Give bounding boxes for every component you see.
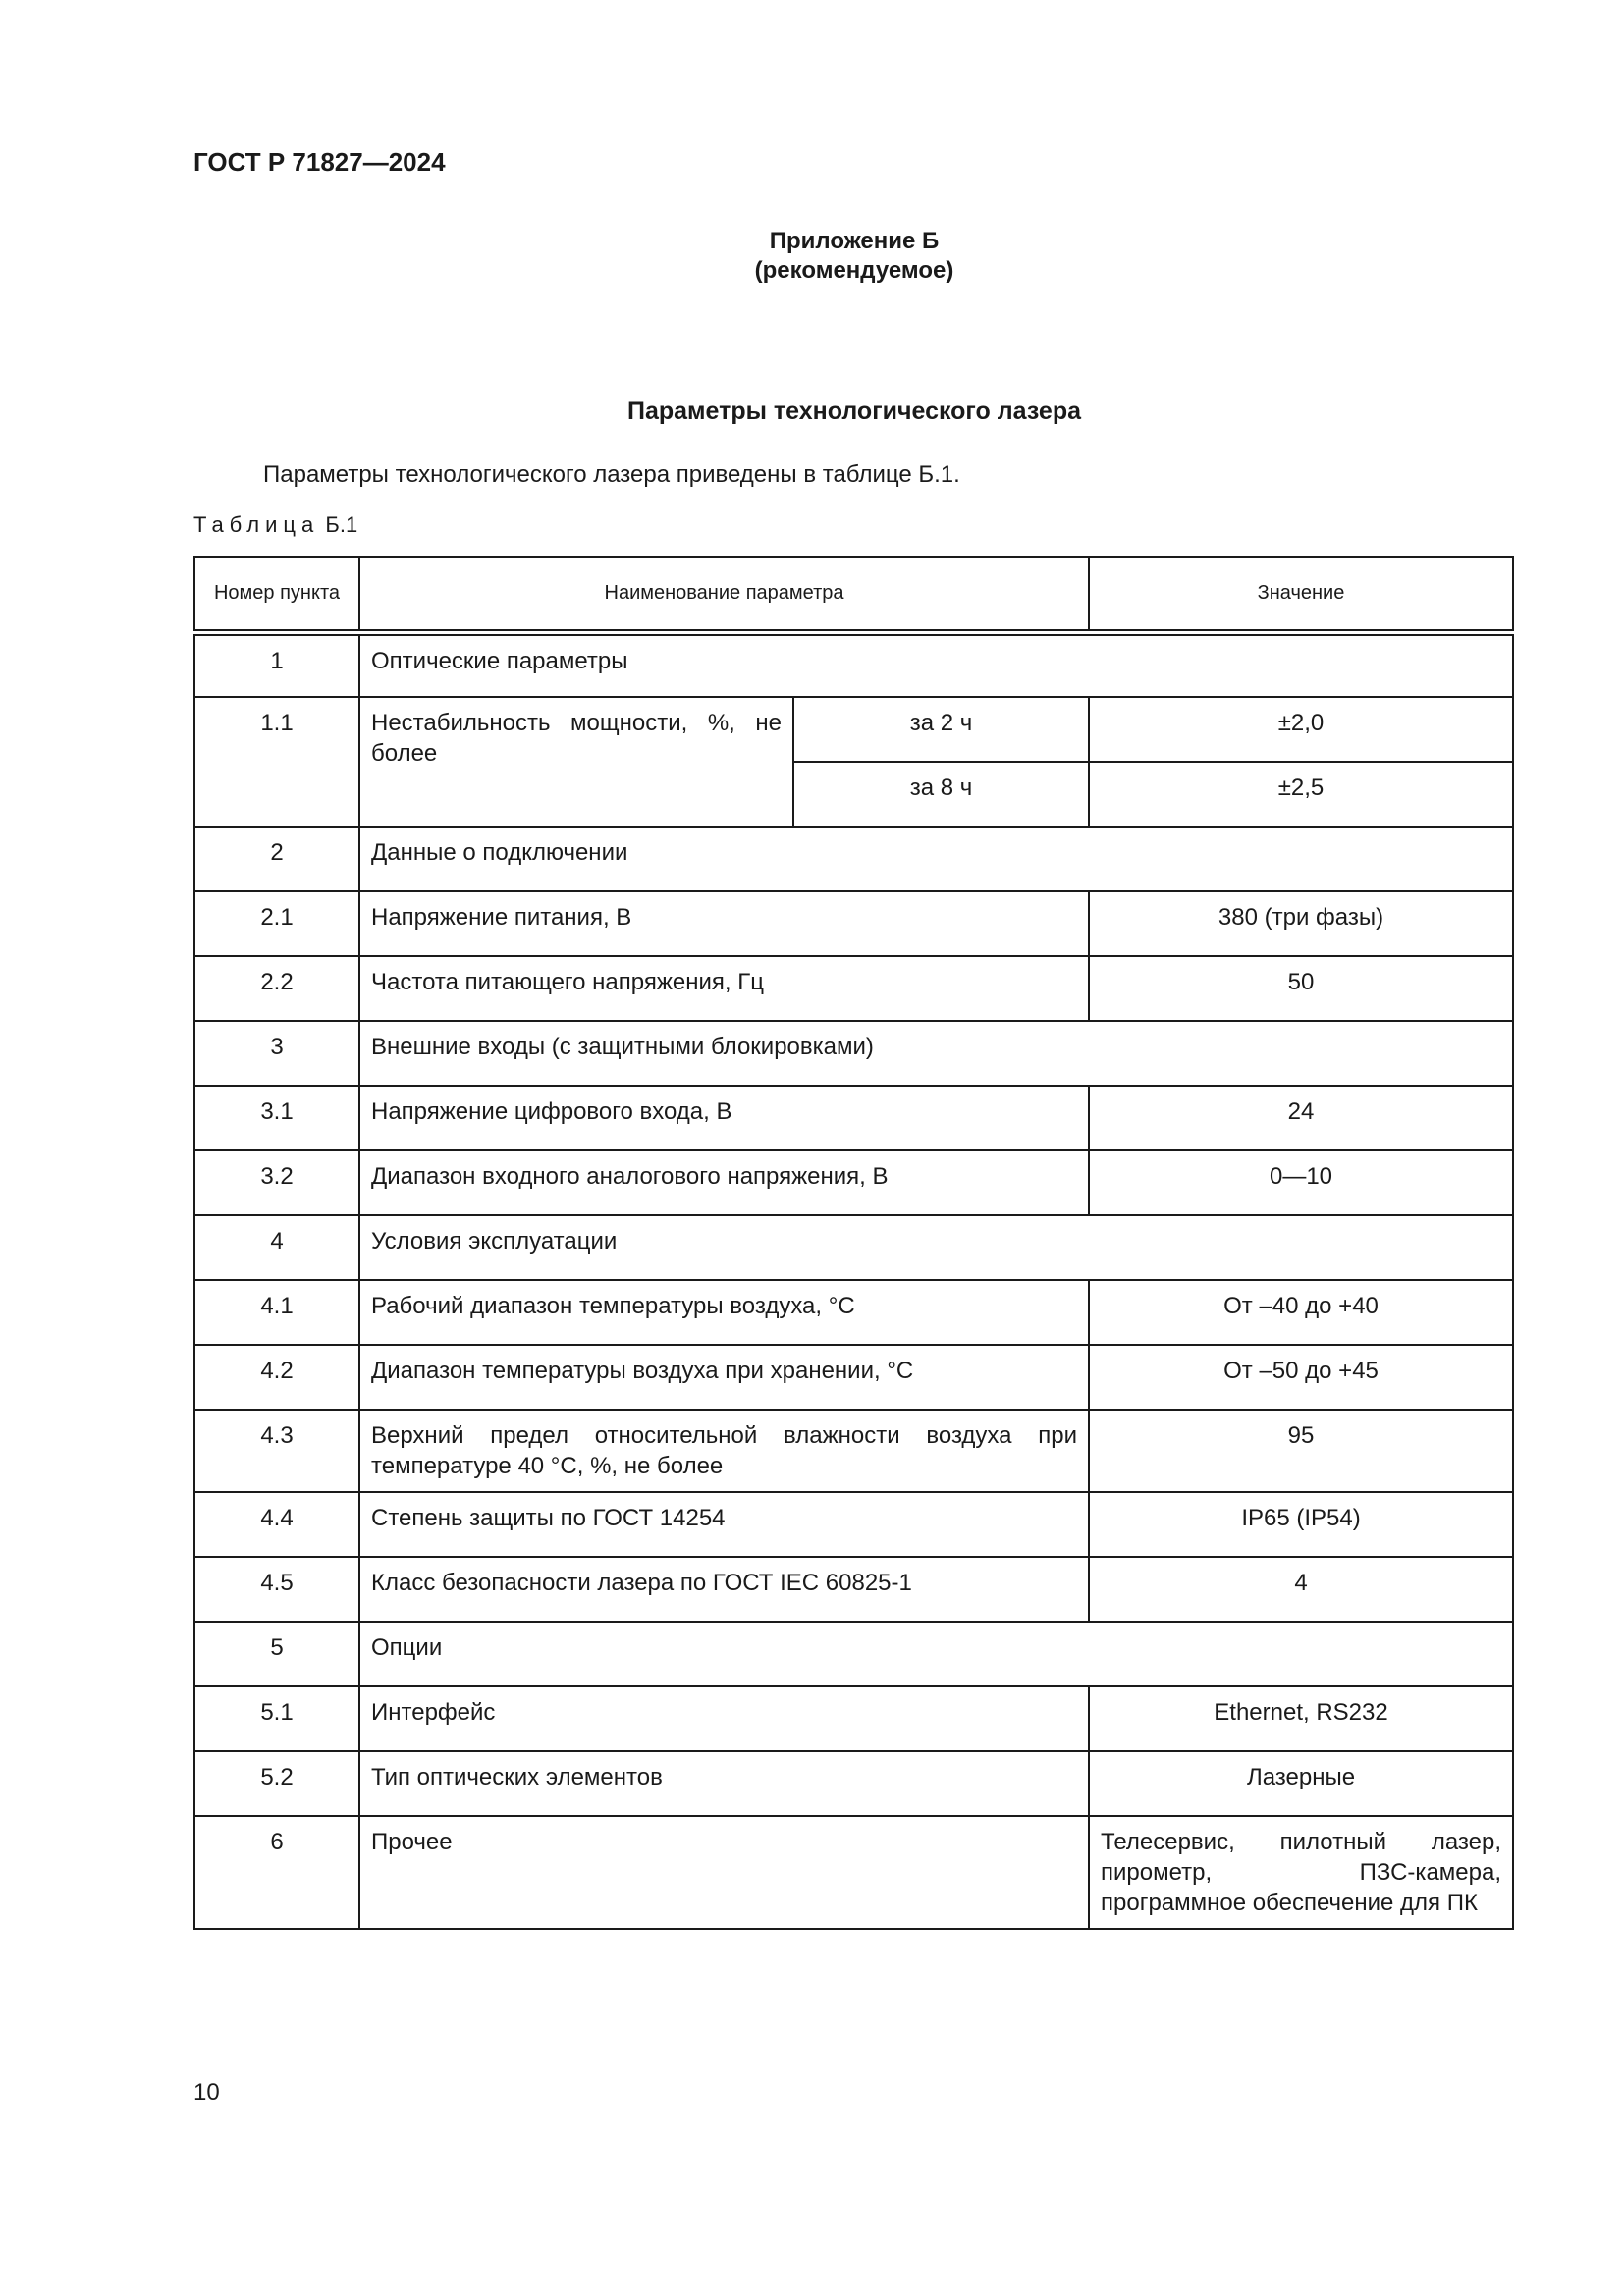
table-label-word: Таблица [193, 512, 320, 537]
row-value: От –50 до +45 [1089, 1345, 1513, 1410]
row-name: Интерфейс [359, 1686, 1089, 1751]
row-value: IP65 (IP54) [1089, 1492, 1513, 1557]
row-name: Оптические параметры [359, 632, 1513, 697]
row-number: 1 [194, 632, 359, 697]
row-number: 4.1 [194, 1280, 359, 1345]
row-value: От –40 до +40 [1089, 1280, 1513, 1345]
row-name: Опции [359, 1622, 1513, 1686]
appendix-title: Приложение Б [769, 228, 940, 254]
row-name: Класс безопасности лазера по ГОСТ IEC 60825-1 [359, 1557, 1089, 1622]
row-number: 2.2 [194, 956, 359, 1021]
row-name: Внешние входы (с защитными блокировками) [359, 1021, 1513, 1086]
header-value: Значение [1089, 557, 1513, 632]
row-value: 4 [1089, 1557, 1513, 1622]
header-name: Наименование параметра [359, 557, 1089, 632]
table-row [194, 632, 1513, 697]
row-value: 380 (три фазы) [1089, 891, 1513, 956]
row-name: Данные о подключении [359, 827, 1513, 891]
table-row [194, 1215, 1513, 1280]
table-row [194, 1150, 1513, 1215]
page-number: 10 [193, 2079, 220, 2106]
row-name: Условия эксплуатации [359, 1215, 1513, 1280]
row-number: 2 [194, 827, 359, 891]
row-value: 95 [1089, 1410, 1513, 1492]
row-name: Диапазон входного аналогового напряжения, В [359, 1150, 1089, 1215]
row-value: Лазерные [1089, 1751, 1513, 1816]
row-value: ±2,5 [1089, 762, 1513, 827]
table-header-row [194, 557, 1513, 632]
row-subcondition: за 8 ч [793, 762, 1089, 827]
row-name: Напряжение цифрового входа, В [359, 1086, 1089, 1150]
row-number: 4.5 [194, 1557, 359, 1622]
row-value: 50 [1089, 956, 1513, 1021]
row-name: Напряжение питания, В [359, 891, 1089, 956]
row-value: Ethernet, RS232 [1089, 1686, 1513, 1751]
table-label [193, 512, 357, 538]
row-name: Нестабильность мощности, %, не более [359, 697, 793, 827]
section-title: Параметры технологического лазера [626, 398, 1081, 425]
row-number: 5.1 [194, 1686, 359, 1751]
table-row [194, 1410, 1513, 1492]
header-number: Номер пункта [194, 557, 359, 632]
table-row [194, 1492, 1513, 1557]
row-number: 5 [194, 1622, 359, 1686]
row-name: Верхний предел относительной влажности воздуха при температуре 40 °С, %, не более [359, 1410, 1089, 1492]
row-number: 3.1 [194, 1086, 359, 1150]
row-number: 1.1 [194, 697, 359, 827]
table-row [194, 891, 1513, 956]
intro-paragraph: Параметры технологического лазера приведены в таблице Б.1. [263, 461, 960, 488]
table-row [194, 1280, 1513, 1345]
row-name: Прочее [359, 1816, 1089, 1929]
row-number: 2.1 [194, 891, 359, 956]
table-row [194, 697, 1513, 762]
appendix-note: (рекомендуемое) [754, 257, 954, 284]
row-value: Телесервис, пилотный лазер, пирометр, ПЗС-камера, программное обеспечение для ПК [1089, 1816, 1513, 1929]
row-number: 4.2 [194, 1345, 359, 1410]
table-row [194, 1086, 1513, 1150]
row-number: 4 [194, 1215, 359, 1280]
row-name: Частота питающего напряжения, Гц [359, 956, 1089, 1021]
table-row [194, 1622, 1513, 1686]
row-number: 3.2 [194, 1150, 359, 1215]
table-row [194, 827, 1513, 891]
row-value: ±2,0 [1089, 697, 1513, 762]
row-value: 0—10 [1089, 1150, 1513, 1215]
parameters-table [193, 556, 1514, 1930]
row-number: 3 [194, 1021, 359, 1086]
row-number: 4.3 [194, 1410, 359, 1492]
table-row [194, 1816, 1513, 1929]
row-name: Рабочий диапазон температуры воздуха, °С [359, 1280, 1089, 1345]
table-row [194, 956, 1513, 1021]
table-row [194, 1686, 1513, 1751]
row-name: Степень защиты по ГОСТ 14254 [359, 1492, 1089, 1557]
row-number: 6 [194, 1816, 359, 1929]
row-name: Диапазон температуры воздуха при хранении, °С [359, 1345, 1089, 1410]
row-name: Тип оптических элементов [359, 1751, 1089, 1816]
table-row [194, 1021, 1513, 1086]
document-code: ГОСТ Р 71827—2024 [193, 147, 446, 177]
row-subcondition: за 2 ч [793, 697, 1089, 762]
row-number: 4.4 [194, 1492, 359, 1557]
row-value: 24 [1089, 1086, 1513, 1150]
table-row [194, 1345, 1513, 1410]
table-label-number: Б.1 [325, 512, 358, 537]
row-number: 5.2 [194, 1751, 359, 1816]
table-row [194, 1751, 1513, 1816]
table-row [194, 1557, 1513, 1622]
